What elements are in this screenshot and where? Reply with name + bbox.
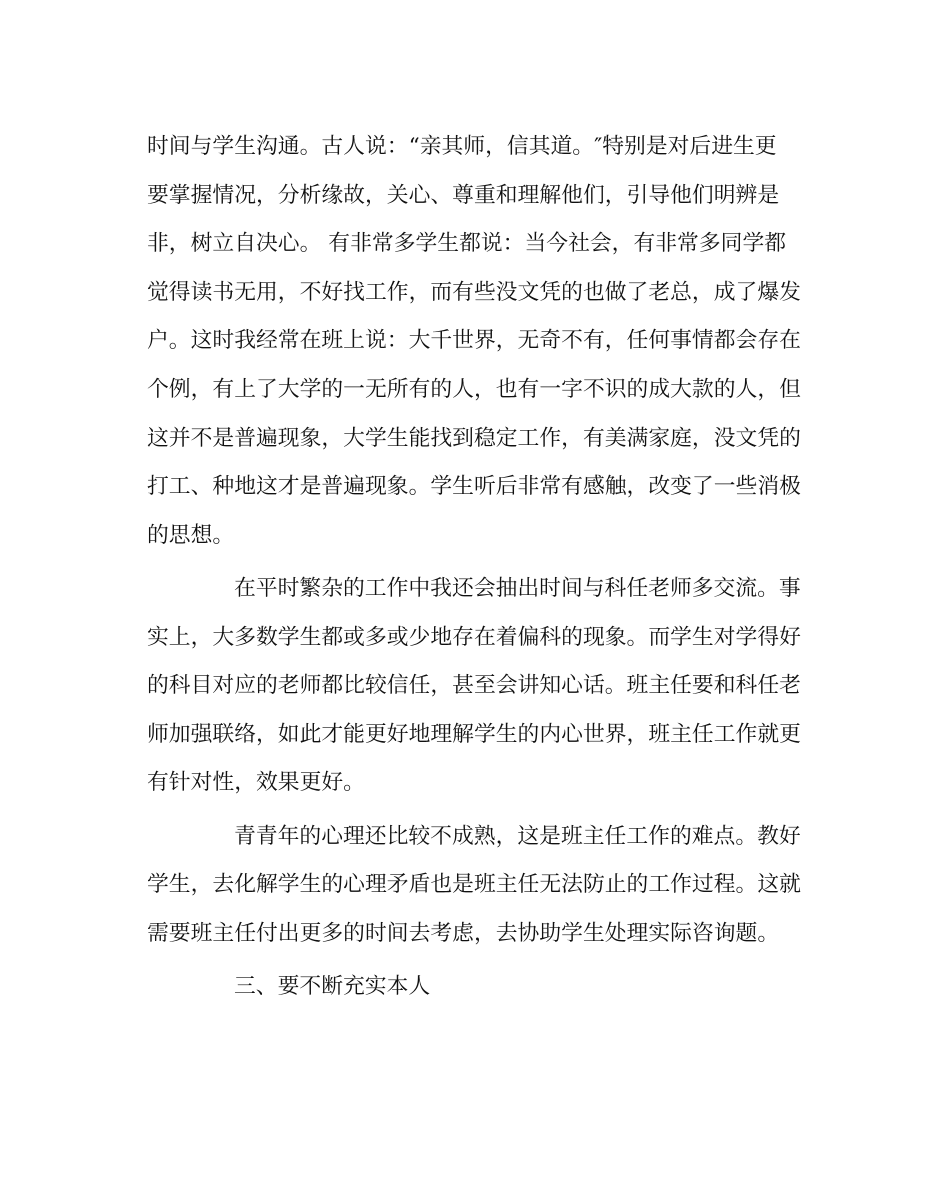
text-line: 户。这时我经常在班上说：大千世界，无奇不有，任何事情都会存在 (147, 328, 801, 354)
paragraph (147, 813, 803, 959)
text-line: 的思想。 (147, 522, 235, 548)
text-line: 的科目对应的老师都比较信任，甚至会讲知心话。班主任要和科任老 (147, 673, 801, 699)
section-heading (147, 963, 803, 1012)
text-line: 青青年的心理还比较不成熟，这是班主任工作的难点。教好 (234, 823, 801, 849)
document-body (147, 123, 803, 1011)
text-line: 师加强联络，如此才能更好地理解学生的内心世界，班主任工作就更 (147, 721, 801, 747)
text-line: 非，树立自决心。 有非常多学生都说：当今社会，有非常多同学都 (147, 231, 787, 257)
text-line: 学生，去化解学生的心理矛盾也是班主任无法防止的工作过程。这就 (147, 872, 801, 898)
text-line: 要掌握情况，分析缘故，关心、尊重和理解他们，引导他们明辨是 (147, 182, 780, 208)
text-line: 个例，有上了大学的一无所有的人，也有一字不识的成大款的人，但 (147, 376, 801, 402)
text-line: 需要班主任付出更多的时间去考虑，去协助学生处理实际咨询题。 (147, 920, 780, 946)
text-line: 实上，大多数学生都或多或少地存在着偏科的现象。而学生对学得好 (147, 624, 801, 650)
text-line: 这并不是普遍现象，大学生能找到稳定工作，有美满家庭，没文凭的 (147, 425, 801, 451)
heading-line: 三、要不断充实本人 (234, 973, 431, 999)
paragraph (147, 123, 803, 560)
text-line: 打工、种地这才是普遍现象。学生听后非常有感触，改变了一些消极 (147, 474, 801, 500)
text-line: 有针对性，效果更好。 (147, 770, 365, 796)
text-line: 觉得读书无用，不好找工作，而有些没文凭的也做了老总，成了爆发 (147, 279, 801, 305)
text-line: 在平时繁杂的工作中我还会抽出时间与科任老师多交流。事 (234, 575, 801, 601)
paragraph (147, 565, 803, 808)
text-line: 时间与学生沟通。古人说：“亲其师，信其道。″特别是对后进生更 (147, 134, 777, 159)
